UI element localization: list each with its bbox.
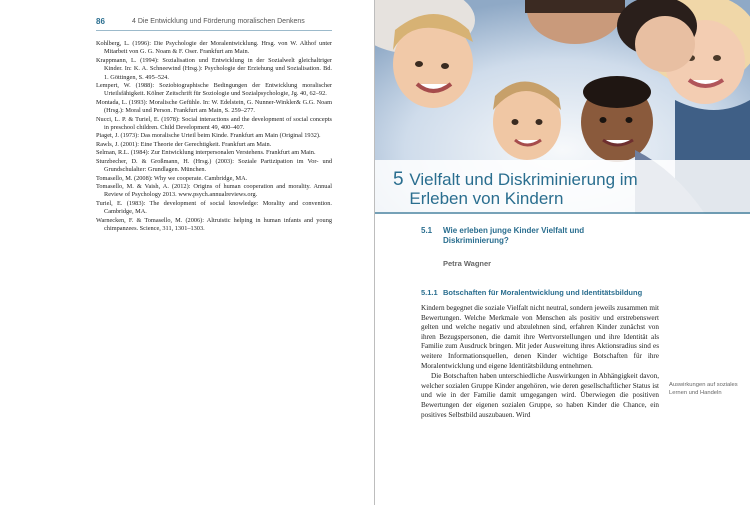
section-heading [421, 226, 651, 246]
reference-entry: Sturzbecher, D. & Großmann, H. (Hrsg.) (2003): Soziale Partizipation im Vor- und Grundschulalter: Grundlagen. München. [96, 157, 332, 174]
page-number: 86 [96, 16, 105, 26]
reference-entry: Tomasello, M. & Vaish, A. (2012): Origins of human cooperation and morality. Annual Review of Psychology 2013. www.psych.annualreviews.org. [96, 182, 332, 199]
subsection-number: 5.1.1 [421, 288, 438, 297]
reference-entry: Warnecken, F. & Tomasello, M. (2006): Altruistic helping in human infants and young chimpanzees. Science, 311, 1301–1303. [96, 216, 332, 232]
margin-note: Auswirkungen auf soziales Lernen und Handeln [669, 382, 738, 396]
subsection-heading [421, 288, 681, 297]
subsection-title: Botschaften für Moralentwicklung und Identitätsbildung [443, 288, 643, 297]
chapter-title-block [393, 170, 653, 208]
paragraph: Die Botschaften haben unterschiedliche Auswirkungen in Abhängigkeit davon, welcher sozialen Gruppe Kinder angehören, wie deren gesellschaftlicher Status ist und wie in der Familie damit umgegangen wird. Überwiegen die positiven Bewertungen der eigenen sozialen Gruppe, so haben Kinder die Chance, ein positives Selbstbild auszubauen. Wird [421, 372, 659, 419]
right-page [375, 0, 750, 505]
reference-entry: Rawls, J. (2001): Eine Theorie der Gerechtigkeit. Frankfurt am Main. [96, 140, 272, 148]
reference-entry: Selman, R.L. (1984): Zur Entwicklung interpersonalen Verstehens. Frankfurt am Main. [96, 149, 316, 157]
running-head-title: 4 Die Entwicklung und Förderung moralischen Denkens [132, 17, 305, 25]
reference-entry: Turiel, E. (1983): The development of social knowledge: Morality and convention. Cambridge, MA. [96, 199, 332, 216]
body-text [421, 304, 659, 420]
section-number: 5.1 [421, 226, 433, 235]
author-name: Petra Wagner [443, 259, 492, 268]
reference-entry: Montada, L. (1993): Moralische Gefühle. In: W. Edelstein, G. Nunner-Winkler& G.G. Noam (Hrsg.): Moral und Person. Frankfurt am Main, S. 259–277. [96, 98, 332, 115]
paragraph: Kindern begegnet die soziale Vielfalt nicht neutral, sondern jeweils zusammen mit Bewertungen. Welche Merkmale von Menschen als positiv und erstrebenswert gelten und welche negativ und abzulehnen sind, erfahren Kinder zunächst von ihren Bezugspersonen, die damit ihre Wertvorstellungen und ihre Identität als Familie zum Ausdruck bringen. Mit jeder Ausweitung ihres Aktionsradius sind es weitere Informationsquellen, denen Kinder wichtige Botschaften für ihre Moralentwicklung und eigene Identitätsbildung entnehmen. [421, 304, 659, 370]
reference-entry: Kohlberg, L. (1996): Die Psychologie der Moralentwicklung. Hrsg. von W. Althof unter Mitarbeit von G. G. Noam & F. Oser. Frankfurt am Main. [96, 40, 332, 56]
section-title: Wie erleben junge Kinder Vielfalt und Diskriminierung? [443, 226, 585, 245]
reference-entry: Piaget, J. (1973): Das moralische Urteil beim Kinde. Frankfurt am Main (Original 1932). [96, 132, 321, 140]
reference-entry: Krappmann, L. (1994): Sozialisation und Entwicklung in der Sozialwelt gleichaltriger Kinder. In: K. A. Schneewind (Hrsg.): Psychologie der Erziehung und Sozialisation. Bd. 1. Göttingen, S. 495–524. [96, 56, 332, 81]
header-rule [96, 30, 332, 31]
chapter-title: Vielfalt und Diskriminierung im Erleben von Kindern [409, 170, 638, 208]
reference-list [96, 40, 332, 233]
reference-entry: Tomasello, M. (2008): Why we cooperate. Cambridge, MA. [96, 174, 248, 182]
reference-entry: Nucci, L. P. & Turiel, E. (1978): Social interactions and the development of social concepts in preschool children. Child Development 49, 400–407. [96, 115, 332, 132]
reference-entry: Lempert, W. (1988): Soziobiographische Bedingungen der Entwicklung moralischer Urteilsfähigkeit. Kölner Zeitschrift für Soziologie und Sozialpsychologie, Jg. 40, 62–92. [96, 82, 332, 98]
chapter-number: 5 [393, 169, 404, 190]
running-header [96, 14, 332, 28]
